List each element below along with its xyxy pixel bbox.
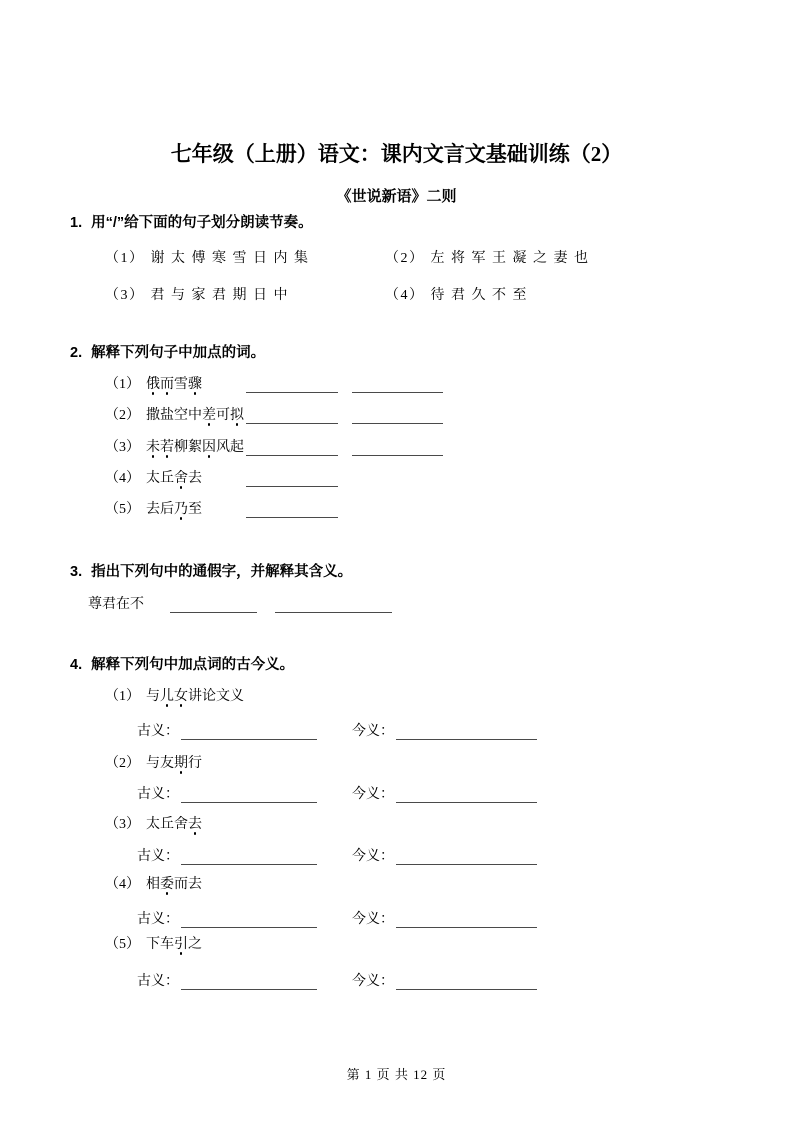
item-number: （1） — [105, 251, 145, 266]
ancient-meaning-label: 古义： — [137, 787, 179, 802]
answer-blank — [396, 739, 537, 740]
q4-answer-row-4 — [0, 909, 793, 931]
q2-item-1 — [0, 374, 793, 396]
q1-row-2 — [0, 285, 793, 307]
item-phrase: 下车引之 — [146, 937, 202, 952]
answer-blank — [181, 864, 317, 865]
q2-item-4 — [0, 468, 793, 490]
question-2-number: 2. — [70, 345, 83, 361]
q1-item-1 — [105, 248, 310, 270]
question-3-heading — [70, 561, 352, 583]
ancient-meaning-label: 古义： — [137, 974, 179, 989]
question-4-number: 4. — [70, 657, 83, 673]
q1-item-2 — [385, 248, 590, 270]
item-number: （3） — [105, 817, 140, 832]
q4-item-2 — [0, 753, 793, 775]
answer-blank — [246, 517, 338, 518]
answer-blank — [246, 392, 338, 393]
q3-phrase-row — [0, 594, 793, 616]
q2-item-5 — [0, 499, 793, 521]
item-number: （2） — [105, 756, 140, 771]
answer-blank — [246, 455, 338, 456]
answer-blank — [246, 423, 338, 424]
question-4-text: 解释下列句中加点词的古今义。 — [91, 657, 295, 673]
q1-item-4 — [385, 285, 528, 307]
q2-item-3 — [0, 437, 793, 459]
question-2-heading — [70, 342, 265, 364]
item-text: 谢 太 傅 寒 雪 日 内 集 — [150, 251, 310, 266]
q4-item-1 — [0, 686, 793, 708]
question-3-text: 指出下列句中的通假字，并解释其含义。 — [91, 564, 353, 580]
answer-blank — [181, 989, 317, 990]
answer-blank — [396, 927, 537, 928]
answer-blank — [396, 989, 537, 990]
question-1-text: 用“/”给下面的句子划分朗读节奏。 — [91, 215, 313, 231]
item-number: （5） — [105, 937, 140, 952]
ancient-meaning-label: 古义： — [137, 849, 179, 864]
item-number: （4） — [105, 877, 140, 892]
item-phrase: 与儿女讲论文义 — [146, 689, 244, 704]
item-number: （1） — [105, 377, 140, 392]
answer-blank — [181, 802, 317, 803]
page-number-footer: 第 1 页 共 12 页 — [346, 1067, 447, 1082]
item-number: （3） — [105, 440, 140, 455]
item-phrase: 尊君在不 — [88, 597, 144, 612]
q4-answer-row-3 — [0, 846, 793, 868]
question-2-text: 解释下列句子中加点的词。 — [91, 345, 266, 361]
q2-item-2 — [0, 405, 793, 427]
item-phrase: 未若柳絮因风起 — [146, 440, 244, 455]
modern-meaning-label: 今义： — [352, 912, 394, 927]
question-1-number: 1. — [70, 215, 83, 231]
answer-blank — [352, 392, 443, 393]
item-number: （4） — [105, 471, 140, 486]
answer-blank — [170, 612, 257, 613]
modern-meaning-label: 今义： — [352, 974, 394, 989]
answer-blank — [275, 612, 392, 613]
item-phrase: 俄而雪骤 — [146, 377, 202, 392]
answer-blank — [246, 486, 338, 487]
question-4-heading — [70, 654, 294, 676]
item-text: 君 与 家 君 期 日 中 — [150, 288, 289, 303]
answer-blank — [181, 927, 317, 928]
page-subtitle: 《世说新语》二则 — [336, 189, 457, 205]
q4-item-3 — [0, 814, 793, 836]
item-number: （3） — [105, 288, 145, 303]
answer-blank — [352, 455, 443, 456]
item-phrase: 撒盐空中差可拟 — [146, 408, 244, 423]
question-3-number: 3. — [70, 564, 83, 580]
item-text: 待 君 久 不 至 — [430, 288, 528, 303]
item-number: （5） — [105, 502, 140, 517]
answer-blank — [396, 802, 537, 803]
page-title: 七年级（上册）语文：课内文言文基础训练（2） — [170, 142, 623, 166]
item-phrase: 太丘舍去 — [146, 817, 202, 832]
question-1-heading — [70, 212, 313, 234]
q1-row-1 — [0, 248, 793, 270]
item-phrase: 相委而去 — [146, 877, 202, 892]
modern-meaning-label: 今义： — [352, 849, 394, 864]
q4-answer-row-1 — [0, 721, 793, 743]
q4-answer-row-5 — [0, 971, 793, 993]
q4-answer-row-2 — [0, 784, 793, 806]
ancient-meaning-label: 古义： — [137, 724, 179, 739]
ancient-meaning-label: 古义： — [137, 912, 179, 927]
q4-item-4 — [0, 874, 793, 896]
answer-blank — [181, 739, 317, 740]
modern-meaning-label: 今义： — [352, 787, 394, 802]
modern-meaning-label: 今义： — [352, 724, 394, 739]
q4-item-5 — [0, 934, 793, 956]
item-text: 左 将 军 王 凝 之 妻 也 — [430, 251, 590, 266]
item-number: （4） — [385, 288, 425, 303]
item-number: （1） — [105, 689, 140, 704]
item-phrase: 与友期行 — [146, 756, 202, 771]
answer-blank — [352, 423, 443, 424]
item-number: （2） — [105, 408, 140, 423]
q1-item-3 — [105, 285, 289, 307]
item-phrase: 太丘舍去 — [146, 471, 202, 486]
answer-blank — [396, 864, 537, 865]
item-phrase: 去后乃至 — [146, 502, 202, 517]
item-number: （2） — [385, 251, 425, 266]
